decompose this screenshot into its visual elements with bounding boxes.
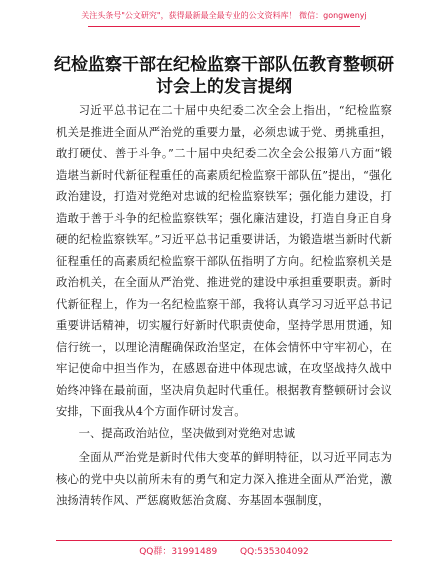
body-paragraph: 习近平总书记在二十届中央纪委二次全会上指出，“纪检监察机关是推进全面从严治党的重要力量，必须忠诚于党、勇挑重担，敢打硬仗、善于斗争。”二十届中央纪委二次全会公报第八方面“锻造堪当新时代新征程重任的高素质纪检监察干部队伍”提出，“强化政治建设，打造对党绝对忠诚的纪检监察铁军；强化能力建设，打造敢于善于斗争的纪检监察铁军；强化廉洁建设，打造自身正自身硬的纪检监察铁军。”习近平总书记重要讲话，为锻造堪当新时代新征程重任的高素质纪检监察干部队伍指明了方向。纪检监察机关是政治机关，在全面从严治党、推进党的建设中承担重要职责。新时代新征程上，作为一名纪检监察干部，我将认真学习习近平总书记重要讲话精神，切实履行好新时代职责使命，坚持学思用贯通，知信行统一，以理论清醒确保政治坚定，在体会情怀中守牢初心，在牢记使命中担当作为，在感恩奋进中体现忠诚，在攻坚战持久战中始终冲锋在最前面，坚决肩负起时代重任。根据教育整顿研讨会议安排，下面我从4个方面作研讨发言。 [56,104,392,418]
footer-qq: QQ:535304092 [240,547,309,557]
footer-divider [56,540,392,541]
header-banner: 关注头条号"公文研究"，获得最新最全最专业的公文资料库！ 微信：gongwenyj [81,11,367,20]
body-paragraph: 全面从严治党是新时代伟大变革的鲜明特征，以习近平同志为核心的党中央以前所未有的勇气和定力深入推进全面从严治党，激浊扬清转作风、严惩腐败惩治贪腐、夯基固本强制度， [56,451,392,507]
section-heading: 一、提高政治站位，坚决做到对党绝对忠诚 [78,426,296,440]
footer-qq-group: QQ群：31991489 [139,547,218,557]
footer-contact [0,544,448,557]
document-title: 纪检监察干部在纪检监察干部队伍教育整顿研讨会上的发言提纲 [54,55,394,97]
document-body [56,100,392,512]
header-divider [88,26,360,27]
